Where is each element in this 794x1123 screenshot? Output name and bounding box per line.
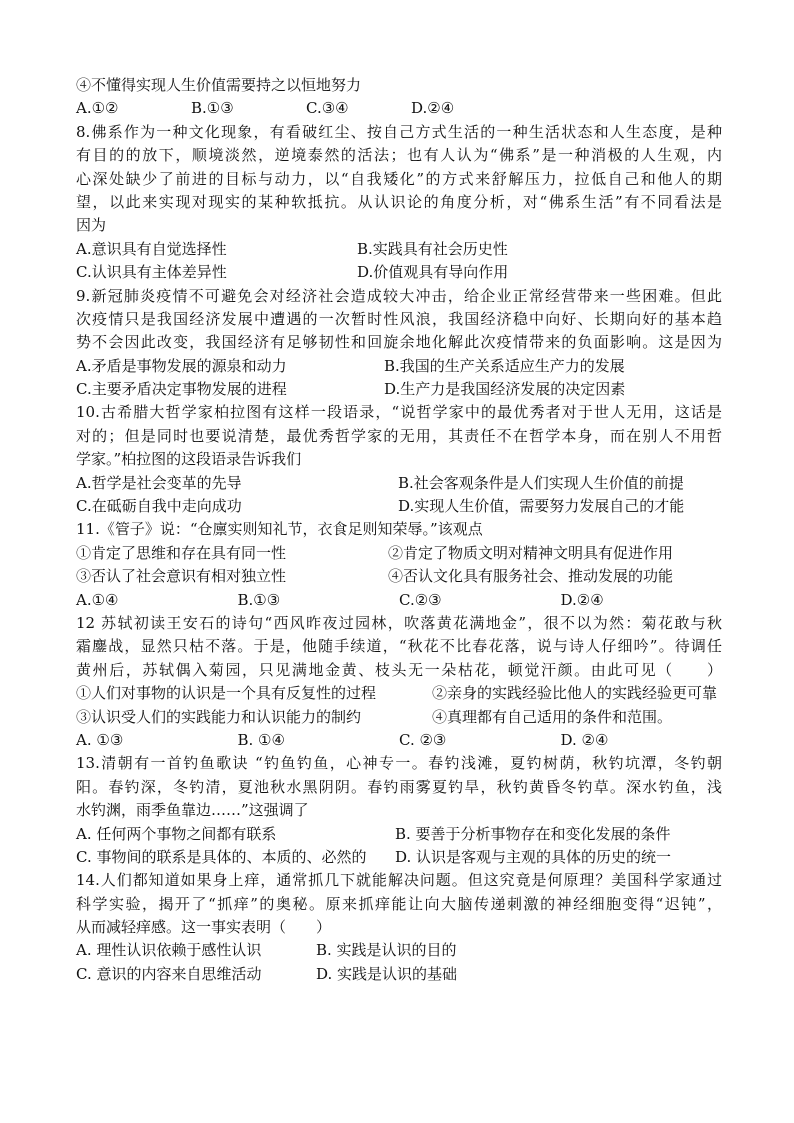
q9-stem-line-1: 9.新冠肺炎疫情不可避免会对经济社会造成较大冲击，给企业正常经营带来一些困难。但此 [76,286,722,305]
q13-stem-line-3: 水钓渊，雨季鱼靠边……”这强调了 [76,801,309,820]
q12-statement-2: ②亲身的实践经验比他人的实践经验更可靠 [432,684,718,703]
q12-option-d: D. ②④ [560,730,609,749]
q8-stem-line-4: 望，以此来实现对现实的某种软抵抗。从认识论的角度分析，对“佛系生活”有不同看法是 [76,192,722,211]
q7-option-c: C.③④ [306,99,349,118]
q10-options-row-2 [76,495,722,518]
q8-option-d: D.价值观具有导向作用 [357,263,509,282]
q12-stem-line-2: 霜鏖战，显然只枯不落。于是，他随手续道，“秋花不比春花落，说与诗人仔细吟”。待调任 [76,637,722,656]
q12-stem-line-1: 12 苏轼初读王安石的诗句“西风昨夜过园林，吹落黄花满地金”，很不以为然：菊花敢与秋 [76,613,722,632]
q10-option-d: D.实现人生价值，需要努力发展自己的才能 [398,497,685,516]
q14-option-b: B. 实践是认识的目的 [316,941,457,960]
q7-statement-4: ④不懂得实现人生价值需要持之以恒地努力 [76,76,362,94]
q10-option-c: C.在砥砺自我中走向成功 [76,497,242,516]
q11-option-c: C.②③ [399,590,442,609]
q9-stem-line-3: 势不会因此改变，我国经济有足够韧性和回旋余地化解此次疫情带来的负面影响。这是因为 [76,333,722,352]
q13-options-row-2 [76,846,722,869]
q7-option-a: A.①② [76,99,119,118]
q12-statements-row-1 [76,682,722,705]
q9-options-row-2 [76,378,722,401]
q10-options-row-1 [76,472,722,495]
q9-stem-line-2: 次疫情只是我国经济发展中遭遇的一次暂时性风浪，我国经济稳中向好、长期向好的基本趋 [76,309,722,328]
q12-option-a: A. ①③ [76,730,124,749]
q10-option-b: B.社会客观条件是人们实现人生价值的前提 [398,473,684,492]
q11-statements-row-1 [76,542,722,565]
q8-options-row-1 [76,238,722,261]
q14-option-a: A. 理性认识依赖于感性认识 [76,941,262,960]
q8-stem-line-3: 心深处缺少了前进的目标与动力，以“自我矮化”的方式来舒解压力，拉低自己和他人的期 [76,169,722,188]
q9-option-b: B.我国的生产关系适应生产力的发展 [384,356,625,375]
q10-stem-line-3: 学家。”柏拉图的这段语录告诉我们 [76,450,302,469]
q14-stem-line-2: 科学实验，揭开了“抓痒”的奥秘。原来抓痒能让向大脑传递刺激的神经细胞变得“迟钝”， [76,894,722,913]
q7-option-d: D.②④ [411,99,455,118]
q13-option-b: B. 要善于分析事物存在和变化发展的条件 [395,824,671,843]
q12-statement-1: ①人们对事物的认识是一个具有反复性的过程 [76,684,377,703]
q14-option-c: C. 意识的内容来自思维活动 [76,964,262,983]
q10-stem-line-2: 对的；但是同时也要说清楚，最优秀哲学家的无用，其责任不在哲学本身，而在别人不用哲 [76,426,722,445]
q8-options-row-2 [76,261,722,284]
q8-stem-line-1: 8.佛系作为一种文化现象，有看破红尘、按自己方式生活的一种生活状态和人生态度，是种 [76,122,722,141]
q13-stem-line-1: 13.清朝有一首钓鱼歌诀 “钓鱼钓鱼，心神专一。春钓浅滩，夏钓树荫，秋钓坑潭，冬钓朝 [76,754,722,773]
q9-option-d: D.生产力是我国经济发展的决定因素 [384,380,626,399]
q8-option-b: B.实践具有社会历史性 [357,239,508,258]
q11-statement-2: ②肯定了物质文明对精神文明具有促进作用 [388,543,674,562]
q11-statements-row-2 [76,565,722,588]
q11-option-b: B.①③ [237,590,281,609]
q8-stem-line-2: 有目的的放下，顺境淡然，逆境泰然的活法；也有人认为“佛系”是一种消极的人生观，内 [76,146,722,165]
q9-option-a: A.矛盾是事物发展的源泉和动力 [76,356,287,375]
q11-stem: 11.《管子》说：“仓廪实则知礼节，衣食足则知荣辱。”该观点 [76,520,483,539]
q11-options [76,589,722,612]
q9-options-row-1 [76,355,722,378]
q10-option-a: A.哲学是社会变革的先导 [76,473,242,492]
q14-stem-line-1: 14.人们都知道如果身上痒，通常抓几下就能解决问题。但这究竟是何原理？美国科学家通过 [76,871,722,890]
q14-stem-line-3: 从而减轻痒感。这一事实表明（ ） [76,918,332,937]
q14-options-row-2 [76,963,722,986]
q8-option-a: A.意识具有自觉选择性 [76,239,227,258]
q9-option-c: C.主要矛盾决定事物发展的进程 [76,380,287,399]
q12-option-b: B. ①④ [237,730,285,749]
q14-option-d: D. 实践是认识的基础 [316,964,458,983]
q11-statement-3: ③否认了社会意识有相对独立性 [76,567,287,586]
q11-statement-1: ①肯定了思维和存在具有同一性 [76,543,287,562]
q12-statement-3: ③认识受人们的实践能力和认识能力的制约 [76,707,362,726]
q11-option-d: D.②④ [560,590,604,609]
q12-stem-line-3: 黄州后，苏轼偶入菊园，只见满地金黄、枝头无一朵枯花，顿觉汗颜。由此可见（ ） [76,660,722,679]
q12-statement-4: ④真理都有自己适用的条件和范围。 [432,707,673,726]
q11-option-a: A.①④ [76,590,119,609]
exam-content [76,74,722,986]
q12-option-c: C. ②③ [399,730,447,749]
q8-stem-line-5: 因为 [76,216,107,235]
q14-options-row-1 [76,939,722,962]
q13-option-a: A. 任何两个事物之间都有联系 [76,824,277,843]
q12-statements-row-2 [76,706,722,729]
q13-options-row-1 [76,823,722,846]
q13-stem-line-2: 阳。春钓深，冬钓清，夏池秋水黑阴阴。春钓雨雾夏钓旱，秋钓黄昏冬钓草。深水钓鱼，浅 [76,777,722,796]
q10-stem-line-1: 10.古希腊大哲学家柏拉图有这样一段语录，“说哲学家中的最优秀者对于世人无用，这话是 [76,403,722,422]
q12-options [76,729,722,752]
q7-option-b: B.①③ [191,99,234,118]
q13-option-d: D. 认识是客观与主观的具体的历史的统一 [395,847,672,866]
q7-options [76,97,722,120]
q8-option-c: C.认识具有主体差异性 [76,263,227,282]
q11-statement-4: ④否认文化具有服务社会、推动发展的功能 [388,567,674,586]
q13-option-c: C. 事物间的联系是具体的、本质的、必然的 [76,847,367,866]
